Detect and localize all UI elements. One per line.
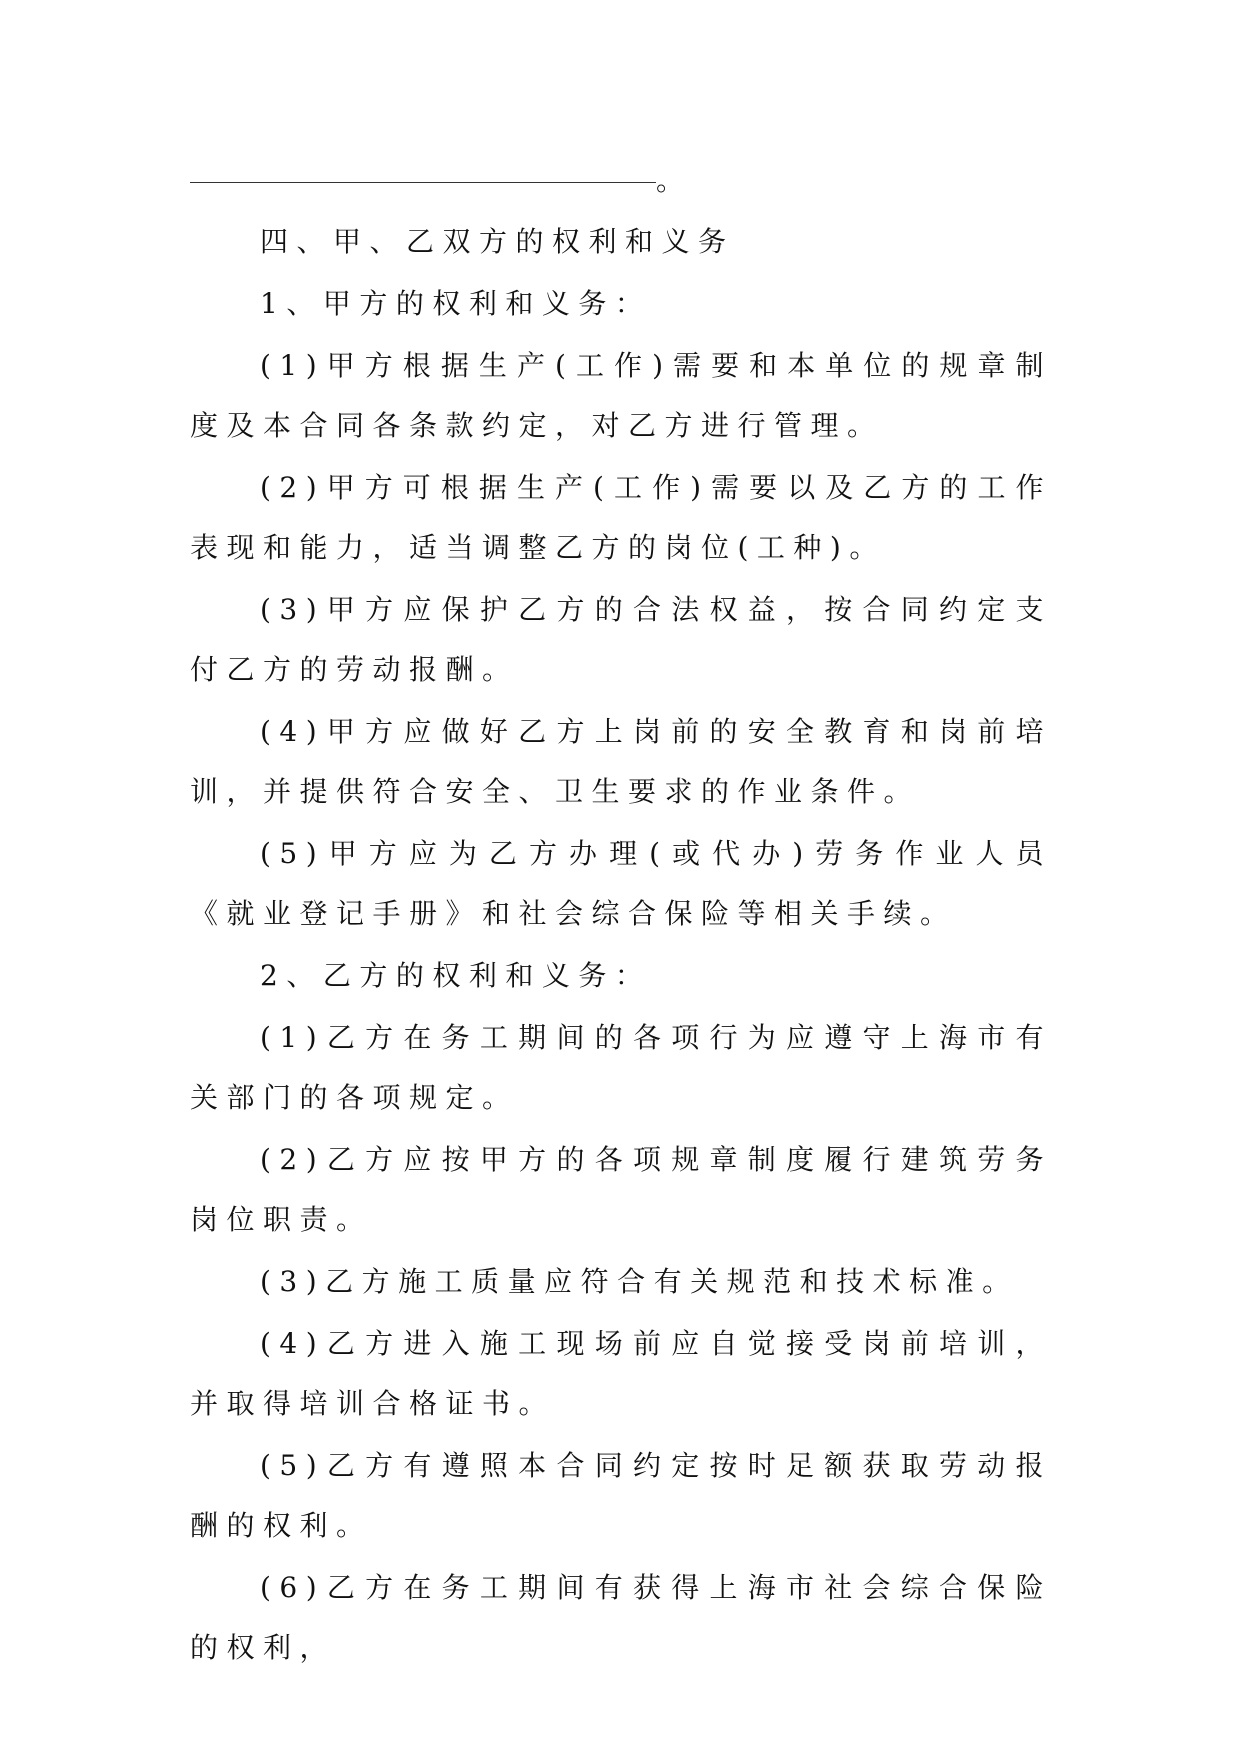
fill-in-blank-line bbox=[190, 152, 1052, 210]
party-b-clause-6: (6)乙方在务工期间有获得上海市社会综合保险的权利， bbox=[190, 1571, 1052, 1664]
blank-line-period: 。 bbox=[656, 164, 693, 197]
party-b-clause-1: (1)乙方在务工期间的各项行为应遵守上海市有关部门的各项规定。 bbox=[190, 1021, 1052, 1114]
party-a-clause-2: (2)甲方可根据生产(工作)需要以及乙方的工作表现和能力，适当调整乙方的岗位(工种)。 bbox=[190, 471, 1052, 564]
party-a-clause-1: (1)甲方根据生产(工作)需要和本单位的规章制度及本合同各条款约定，对乙方进行管理。 bbox=[190, 349, 1052, 442]
party-b-clause-3: (3)乙方施工质量应符合有关规范和技术标准。 bbox=[260, 1265, 1019, 1298]
section-heading-rights-obligations: 四、甲、乙双方的权利和义务 bbox=[260, 225, 735, 258]
party-a-clause-3: (3)甲方应保护乙方的合法权益，按合同约定支付乙方的劳动报酬。 bbox=[190, 593, 1052, 686]
party-b-clause-5: (5)乙方有遵照本合同约定按时足额获取劳动报酬的权利。 bbox=[190, 1449, 1052, 1542]
document-body bbox=[190, 152, 1052, 1680]
party-a-clause-5: (5)甲方应为乙方办理(或代办)劳务作业人员《就业登记手册》和社会综合保险等相关手续。 bbox=[190, 837, 1052, 930]
party-b-clause-4: (4)乙方进入施工现场前应自觉接受岗前培训，并取得培训合格证书。 bbox=[190, 1327, 1052, 1420]
blank-underline bbox=[190, 152, 656, 183]
subsection-party-a-heading: 1、甲方的权利和义务： bbox=[260, 287, 652, 320]
party-b-clause-2: (2)乙方应按甲方的各项规章制度履行建筑劳务岗位职责。 bbox=[190, 1143, 1052, 1236]
subsection-party-b-heading: 2、乙方的权利和义务： bbox=[260, 959, 652, 992]
party-a-clause-4: (4)甲方应做好乙方上岗前的安全教育和岗前培训，并提供符合安全、卫生要求的作业条件。 bbox=[190, 715, 1052, 808]
